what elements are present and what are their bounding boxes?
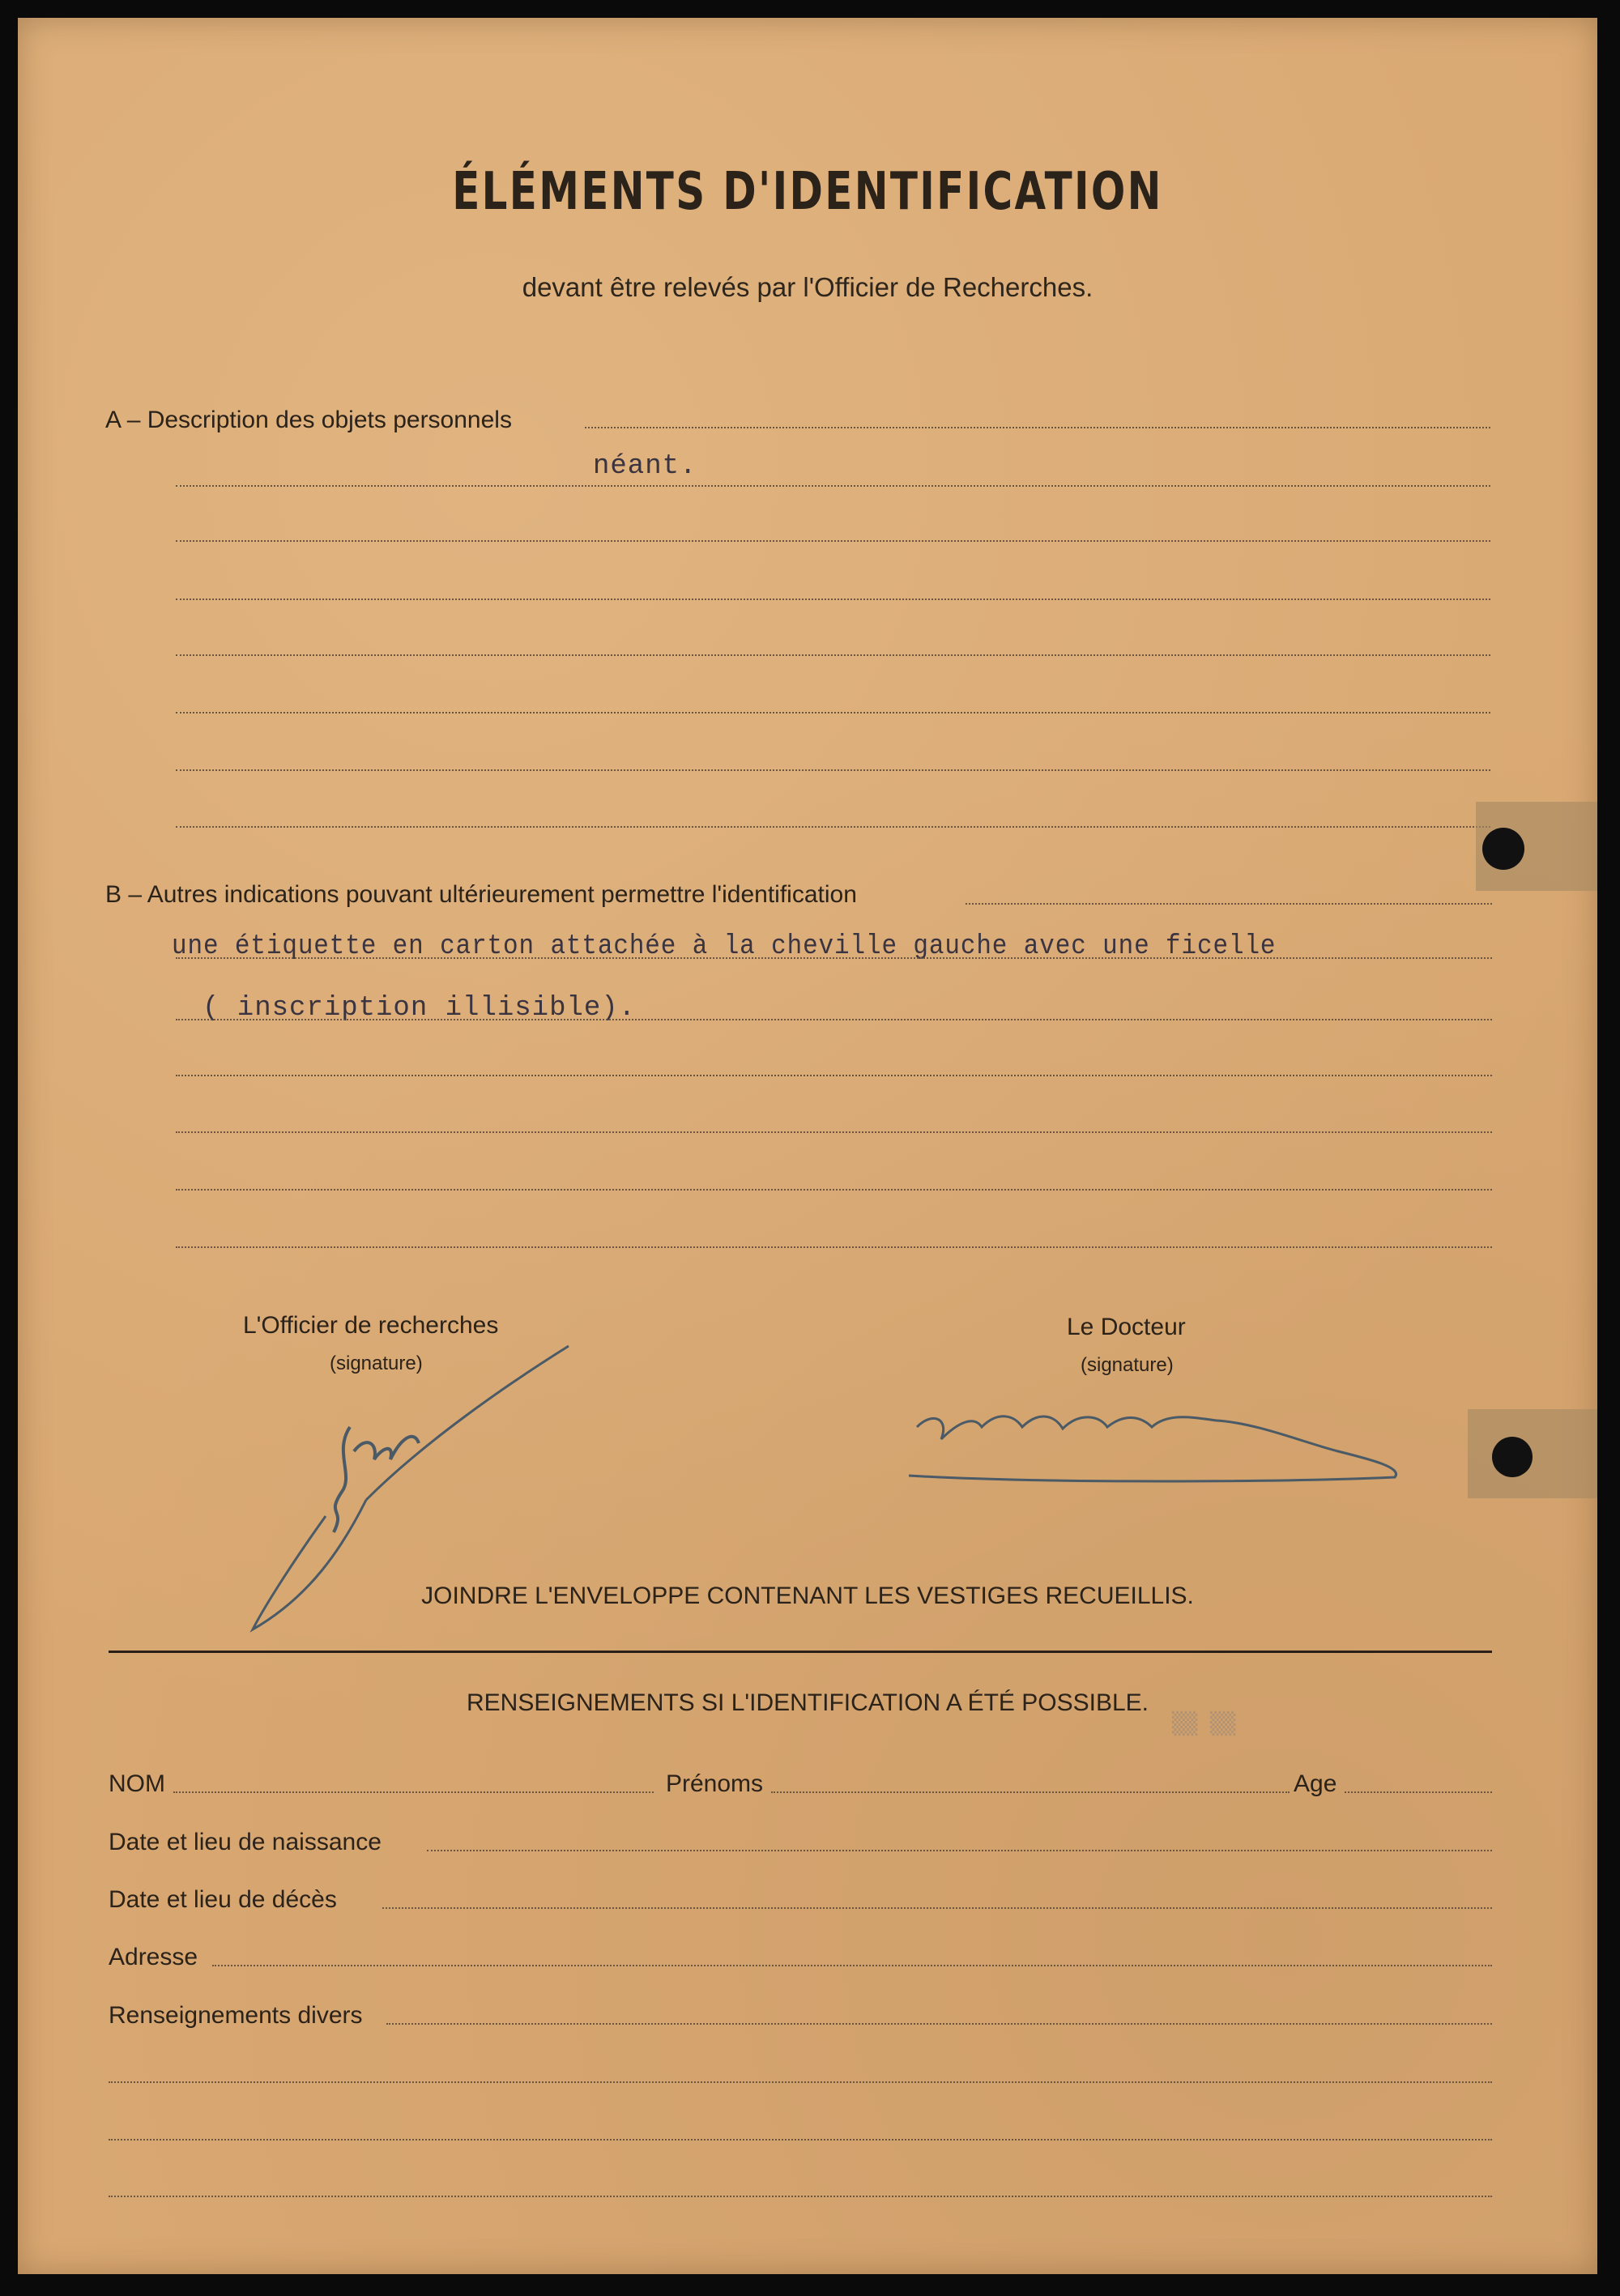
envelope-note: JOINDRE L'ENVELOPPE CONTENANT LES VESTIGES RECUEILLIS. (421, 1582, 1194, 1609)
adresse-field (212, 1965, 1492, 1966)
dotted-line (176, 598, 1490, 600)
age-field (1345, 1791, 1492, 1793)
dotted-line (109, 2139, 1492, 2141)
dotted-line (109, 2196, 1492, 2197)
doctor-signature (885, 1378, 1452, 1492)
form-page (18, 18, 1597, 2274)
prenoms-field (771, 1791, 1290, 1793)
dotted-line (176, 654, 1490, 656)
doctor-label: Le Docteur (1067, 1314, 1186, 1340)
dotted-line (176, 1075, 1492, 1076)
divers-label: Renseignements divers (109, 2002, 363, 2029)
age-label: Age (1294, 1770, 1337, 1797)
deces-label: Date et lieu de décès (109, 1886, 337, 1913)
binding-tab (1468, 1409, 1597, 1498)
naissance-label: Date et lieu de naissance (109, 1829, 382, 1855)
page-title: ÉLÉMENTS D'IDENTIFICATION (452, 162, 1163, 222)
page-subtitle: devant être relevés par l'Officier de Recherches. (522, 272, 1094, 302)
dotted-line (966, 903, 1492, 905)
punch-hole (1492, 1437, 1533, 1477)
dotted-line (176, 826, 1490, 828)
deces-field (382, 1907, 1492, 1909)
dotted-line (176, 712, 1490, 714)
dotted-line (176, 1246, 1492, 1248)
adresse-label: Adresse (109, 1944, 198, 1970)
section-b-typed-line-2: ( inscription illisible). (202, 993, 637, 1024)
dotted-line (176, 540, 1490, 542)
dotted-line (176, 1019, 1492, 1020)
dotted-line (109, 2081, 1492, 2083)
punch-hole (1482, 828, 1524, 870)
naissance-field (427, 1850, 1492, 1851)
dotted-line (176, 1189, 1492, 1191)
nom-field (173, 1791, 654, 1793)
doctor-signature-caption: (signature) (1081, 1354, 1174, 1376)
faint-stamp: ▒▒ ▒▒ (1172, 1712, 1236, 1736)
section-b-label: B – Autres indications pouvant ultérieurement permettre l'identification (105, 881, 857, 908)
section-b-typed-line-1: une étiquette en carton attachée à la cheville gauche avec une ficelle (172, 931, 1277, 962)
dotted-line (585, 427, 1490, 428)
section-divider (109, 1651, 1492, 1653)
section-a-typed-text: néant. (593, 451, 697, 482)
section-a-label: A – Description des objets personnels (105, 407, 512, 433)
dotted-line (176, 1131, 1492, 1133)
officer-label: L'Officier de recherches (243, 1312, 499, 1339)
officer-signature-caption: (signature) (330, 1352, 423, 1374)
dotted-line (176, 769, 1490, 771)
section-c-heading: RENSEIGNEMENTS SI L'IDENTIFICATION A ÉTÉ POSSIBLE. (466, 1689, 1149, 1716)
dotted-line (176, 485, 1490, 487)
nom-label: NOM (109, 1770, 165, 1797)
prenoms-label: Prénoms (666, 1770, 764, 1797)
divers-field (386, 2023, 1492, 2025)
dotted-line (176, 957, 1492, 959)
